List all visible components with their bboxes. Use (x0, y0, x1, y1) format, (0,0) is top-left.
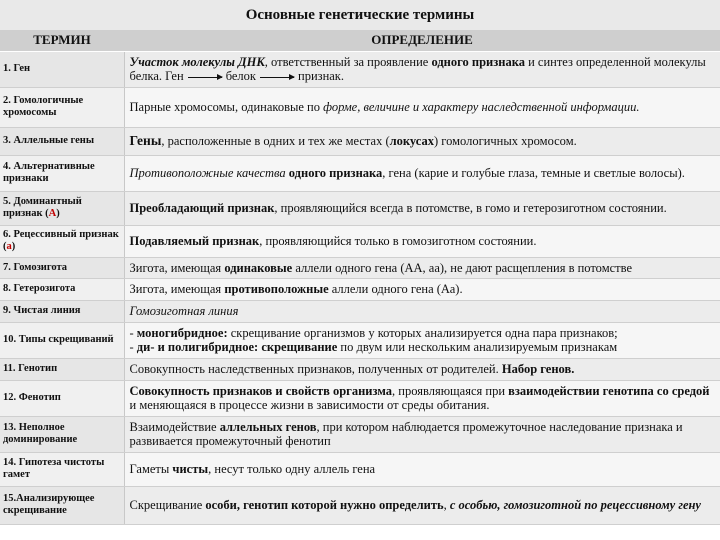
def-part: Скрещивание (129, 498, 206, 512)
definition-cell (124, 225, 720, 257)
definition-cell (124, 416, 720, 452)
def-part: признак. (298, 69, 345, 83)
def-part: - (129, 340, 137, 354)
def-part: Набор генов. (501, 362, 575, 376)
definition-cell (124, 191, 720, 225)
def-line (130, 326, 715, 340)
def-part: , проявляющийся всегда в потомстве, в гомо и гетерозиготном состоянии. (274, 201, 667, 215)
table-row (0, 87, 720, 127)
def-part: , расположенные в одних и тех же местах ( (161, 134, 390, 148)
def-part: моногибридное: (136, 326, 228, 340)
page-title: Основные генетические термины (0, 0, 720, 30)
table-row (0, 300, 720, 322)
table-row (0, 257, 720, 278)
def-part: белок (225, 69, 256, 83)
def-part: с особью, гомозиготной по рецессивному гену (449, 498, 701, 512)
term-part: 5. Доминантный признак ( (3, 196, 82, 219)
term-cell: 10. Типы скрещиваний (0, 322, 124, 358)
def-part: чисты (172, 462, 209, 476)
def-part: скрещивание организмов у которых анализируется одна пара признаков; (227, 326, 618, 340)
table-row (0, 380, 720, 416)
def-part: форме, величине и характеру наследственной информации. (323, 100, 640, 114)
term-cell: 4. Альтернативные признаки (0, 155, 124, 191)
def-part: Преобладающий признак (129, 201, 275, 215)
def-part: , гена (карие и голубые глаза, темные и светлые волосы). (382, 166, 685, 180)
term-cell: 2. Гомологичные хромосомы (0, 87, 124, 127)
term-cell: 14. Гипотеза чистоты гамет (0, 452, 124, 486)
def-part: , несут только одну аллель гена (208, 462, 376, 476)
definition-cell (124, 278, 720, 300)
table-row (0, 191, 720, 225)
definition-cell (124, 452, 720, 486)
def-part: , одинаковые по (234, 100, 324, 114)
def-line (130, 340, 715, 354)
header-definition: ОПРЕДЕЛЕНИЕ (124, 30, 720, 51)
def-part: локусах (389, 134, 434, 148)
definition-cell (124, 155, 720, 191)
def-part: аллели одного гена (Аа). (328, 282, 463, 296)
def-part: одинаковые (224, 260, 293, 275)
table-row (0, 155, 720, 191)
def-part: Зигота, имеющая (129, 260, 225, 275)
def-part: Совокупность признаков и свойств организма (129, 384, 393, 398)
table-row (0, 486, 720, 524)
term-cell: 9. Чистая линия (0, 300, 124, 322)
definition-cell (124, 257, 720, 278)
table-row (0, 416, 720, 452)
arrow-icon (260, 77, 294, 78)
table-row (0, 278, 720, 300)
def-part: Совокупность наследственных признаков, полученных от родителей. (129, 362, 502, 376)
term-cell: 11. Генотип (0, 358, 124, 380)
def-part: Противоположные качества (129, 166, 286, 180)
definition-cell (124, 380, 720, 416)
def-part: аллельных генов (219, 420, 317, 434)
def-part: взаимодействии генотипа со средой (508, 384, 710, 398)
header-term: ТЕРМИН (0, 30, 124, 51)
def-part: , (443, 498, 450, 512)
def-part: по двум или нескольким анализируемым признакам (337, 340, 618, 354)
def-part: ди- и полигибридное: скрещивание (136, 340, 338, 354)
def-part: , при котором наблюдается промежуточное наследование признака и развивается промежуточный фенотип (129, 420, 683, 448)
def-part: Взаимодействие (129, 420, 220, 434)
definition-cell (124, 358, 720, 380)
table-row (0, 127, 720, 155)
term-part: А (48, 208, 57, 219)
terms-table (0, 30, 720, 525)
term-cell: 12. Фенотип (0, 380, 124, 416)
def-part: и синтез определенной молекулы белка. Ген (129, 55, 706, 83)
def-part: , проявляющийся только в гомозиготном состоянии. (259, 234, 537, 248)
def-part: Парные хромосомы (129, 100, 235, 114)
term-cell: 3. Аллельные гены (0, 127, 124, 155)
definition-cell (124, 127, 720, 155)
def-part: противоположные (224, 282, 329, 296)
term-part: ) (11, 241, 16, 252)
def-part: Зигота, имеющая (129, 282, 225, 296)
def-part: - (129, 326, 137, 340)
def-part: Подавляемый признак (129, 234, 260, 248)
term-cell (0, 191, 124, 225)
def-part: Гомозиготная линия (129, 304, 239, 318)
definition-cell (124, 51, 720, 87)
term-part: 6. Рецессивный признак ( (3, 229, 119, 252)
def-part: одного признака (431, 55, 525, 69)
def-part: одного признака (288, 166, 383, 180)
arrow-icon (188, 77, 222, 78)
def-part: Гены (129, 133, 162, 148)
definition-cell (124, 87, 720, 127)
term-cell (0, 225, 124, 257)
term-part: а (6, 241, 12, 252)
table-row (0, 322, 720, 358)
def-part: ) гомологичных хромосом. (433, 134, 577, 148)
term-cell: 7. Гомозигота (0, 257, 124, 278)
term-cell: 8. Гетерозигота (0, 278, 124, 300)
def-part: Участок молекулы ДНК (129, 55, 265, 69)
table-row (0, 51, 720, 87)
definition-cell (124, 300, 720, 322)
term-cell: 13. Неполное доминирование (0, 416, 124, 452)
definition-cell (124, 486, 720, 524)
term-part: ) (56, 208, 60, 219)
table-row (0, 452, 720, 486)
term-cell: 15.Анализирующее скрещивание (0, 486, 124, 524)
def-part: , ответственный за проявление (264, 55, 432, 69)
table-row (0, 358, 720, 380)
def-part: Гаметы (129, 462, 173, 476)
def-part: аллели одного гена (АА, аа), не дают расщепления в потомстве (292, 260, 632, 275)
def-part: и меняющаяся в процессе жизни в зависимости от среды обитания. (129, 398, 490, 412)
def-part: , проявляющаяся при (392, 384, 509, 398)
table-row (0, 225, 720, 257)
definition-cell (124, 322, 720, 358)
term-cell: 1. Ген (0, 51, 124, 87)
table-header-row (0, 30, 720, 51)
def-part: особи, генотип которой нужно определить (205, 498, 444, 512)
